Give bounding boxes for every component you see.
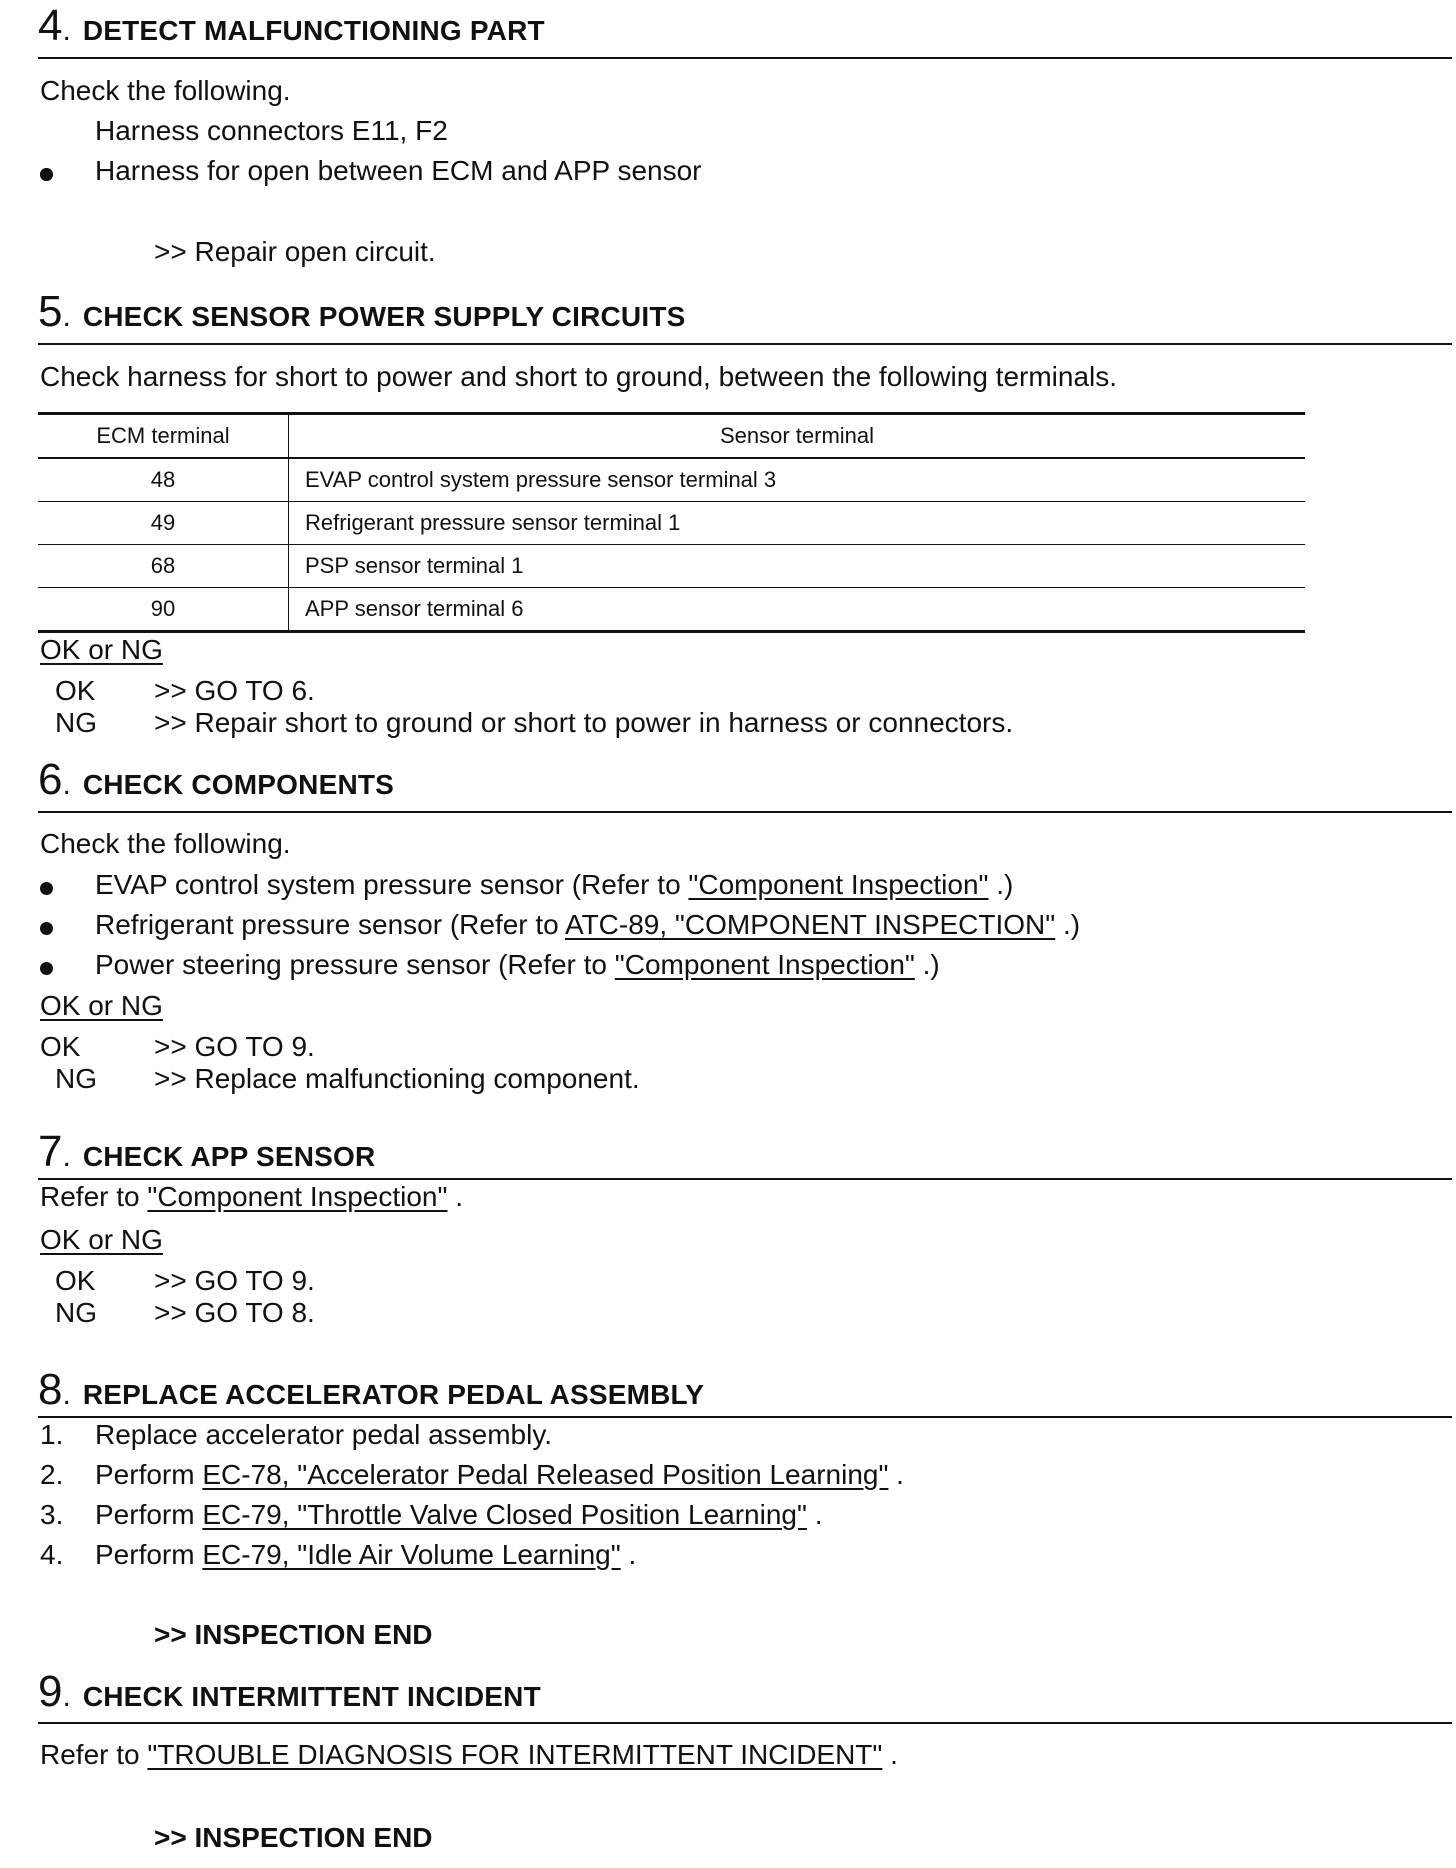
divider xyxy=(38,343,1452,345)
step-7-reference: Refer to "Component Inspection" . xyxy=(40,1181,464,1212)
ng-action: >> GO TO 8. xyxy=(154,1297,315,1328)
bullet-icon xyxy=(40,922,53,935)
step-number: 9 xyxy=(38,1667,63,1716)
step-9-reference: Refer to "TROUBLE DIAGNOSIS FOR INTERMITTENT INCIDENT" . xyxy=(40,1739,898,1770)
step-number: 4 xyxy=(38,1,63,50)
list-number: 4. xyxy=(40,1539,64,1570)
ng-action: >> Repair short to ground or short to power in harness or connectors. xyxy=(154,707,1014,738)
sensor-terminal-cell: EVAP control system pressure sensor terminal 3 xyxy=(305,467,777,492)
list-item: Replace accelerator pedal assembly. xyxy=(95,1419,553,1450)
ok-action: >> GO TO 6. xyxy=(154,675,315,706)
ecm-terminal-cell: 90 xyxy=(38,588,289,632)
ec-78-link[interactable]: EC-78, "Accelerator Pedal Released Position Learning" xyxy=(202,1459,889,1490)
ecm-terminal-cell: 68 xyxy=(38,545,289,588)
ecm-terminal-cell: 48 xyxy=(38,458,289,502)
ok-or-ng-label: OK or NG xyxy=(40,1224,163,1255)
divider xyxy=(38,57,1452,59)
step-8-heading: 8 . REPLACE ACCELERATOR PEDAL ASSEMBLY xyxy=(38,1365,705,1414)
divider xyxy=(38,1416,1452,1418)
divider xyxy=(38,1178,1452,1180)
list-item: Perform EC-79, "Idle Air Volume Learning" . xyxy=(95,1539,637,1570)
table-row xyxy=(38,502,1305,545)
atc-89-link[interactable]: ATC-89, "COMPONENT INSPECTION" xyxy=(564,909,1056,940)
step-title: CHECK COMPONENTS xyxy=(82,769,395,800)
component-bullet: EVAP control system pressure sensor (Refer to "Component Inspection" .) xyxy=(95,869,1014,900)
ok-label: OK xyxy=(55,1265,96,1296)
list-item: Perform EC-78, "Accelerator Pedal Released Position Learning" . xyxy=(95,1459,904,1490)
step-6-intro: Check the following. xyxy=(40,828,291,859)
inspection-end: >> INSPECTION END xyxy=(154,1822,433,1853)
sensor-terminal-cell: Refrigerant pressure sensor terminal 1 xyxy=(305,510,681,535)
step-7-heading: 7 . CHECK APP SENSOR xyxy=(38,1127,376,1176)
table-row xyxy=(38,545,1305,588)
ec-79-idle-link[interactable]: EC-79, "Idle Air Volume Learning" xyxy=(202,1539,621,1570)
component-inspection-link[interactable]: "Component Inspection" xyxy=(688,869,989,900)
list-item: Perform EC-79, "Throttle Valve Closed Position Learning" . xyxy=(95,1499,823,1530)
table-row xyxy=(38,458,1305,502)
inspection-end: >> INSPECTION END xyxy=(154,1619,433,1650)
step-number: 7 xyxy=(38,1127,63,1176)
bullet-text: Harness for open between ECM and APP sensor xyxy=(95,155,702,186)
divider xyxy=(38,811,1452,813)
column-header: ECM terminal xyxy=(38,414,289,459)
step-4-intro: Check the following. xyxy=(40,75,291,106)
ok-or-ng-label: OK or NG xyxy=(40,634,163,665)
list-number: 3. xyxy=(40,1499,64,1530)
table-header-row xyxy=(38,414,1305,459)
step-number: 8 xyxy=(38,1365,63,1414)
step-title: REPLACE ACCELERATOR PEDAL ASSEMBLY xyxy=(82,1379,705,1410)
ng-label: NG xyxy=(55,1297,97,1328)
ok-action: >> GO TO 9. xyxy=(154,1031,315,1062)
sensor-terminal-cell: APP sensor terminal 6 xyxy=(305,596,524,621)
component-bullet: Power steering pressure sensor (Refer to "Component Inspection" .) xyxy=(95,949,940,980)
intermittent-incident-link[interactable]: "TROUBLE DIAGNOSIS FOR INTERMITTENT INCIDENT" xyxy=(147,1739,883,1770)
list-number: 2. xyxy=(40,1459,64,1490)
ng-label: NG xyxy=(55,1063,97,1094)
sensor-terminal-cell: PSP sensor terminal 1 xyxy=(305,553,524,578)
bullet-icon xyxy=(40,168,53,181)
divider xyxy=(38,1722,1452,1724)
ecm-terminal-cell: 49 xyxy=(38,502,289,545)
component-inspection-link[interactable]: "Component Inspection" xyxy=(614,949,915,980)
table-row xyxy=(38,588,1305,632)
ng-label: NG xyxy=(55,707,97,738)
ng-action: >> Replace malfunctioning component. xyxy=(154,1063,640,1094)
step-4-heading: 4 . DETECT MALFUNCTIONING PART xyxy=(38,1,545,50)
step-number: 5 xyxy=(38,287,63,336)
bullet-text: Harness connectors E11, F2 xyxy=(95,115,448,146)
component-inspection-link[interactable]: "Component Inspection" xyxy=(147,1181,448,1212)
step-title: CHECK INTERMITTENT INCIDENT xyxy=(82,1681,541,1712)
bullet-icon xyxy=(40,882,53,895)
step-5-heading: 5 . CHECK SENSOR POWER SUPPLY CIRCUITS xyxy=(38,287,686,336)
ok-label: OK xyxy=(40,1031,81,1062)
list-number: 1. xyxy=(40,1419,64,1450)
terminal-table xyxy=(38,412,1305,633)
ok-action: >> GO TO 9. xyxy=(154,1265,315,1296)
ec-79-throttle-link[interactable]: EC-79, "Throttle Valve Closed Position Learning" xyxy=(202,1499,807,1530)
ok-or-ng-label: OK or NG xyxy=(40,990,163,1021)
step-title: DETECT MALFUNCTIONING PART xyxy=(82,15,545,46)
bullet-icon xyxy=(40,962,53,975)
step-number: 6 xyxy=(38,755,63,804)
step-title: CHECK APP SENSOR xyxy=(82,1141,376,1172)
step-5-intro: Check harness for short to power and short to ground, between the following terminals. xyxy=(40,361,1118,392)
step-9-heading: 9 . CHECK INTERMITTENT INCIDENT xyxy=(38,1667,541,1716)
ok-label: OK xyxy=(55,675,96,706)
component-bullet: Refrigerant pressure sensor (Refer to ATC-89, "COMPONENT INSPECTION" .) xyxy=(95,909,1081,940)
step-title: CHECK SENSOR POWER SUPPLY CIRCUITS xyxy=(82,301,686,332)
step-6-heading: 6 . CHECK COMPONENTS xyxy=(38,755,395,804)
column-header: Sensor terminal xyxy=(719,423,875,448)
step-4-result: >> Repair open circuit. xyxy=(154,236,436,267)
